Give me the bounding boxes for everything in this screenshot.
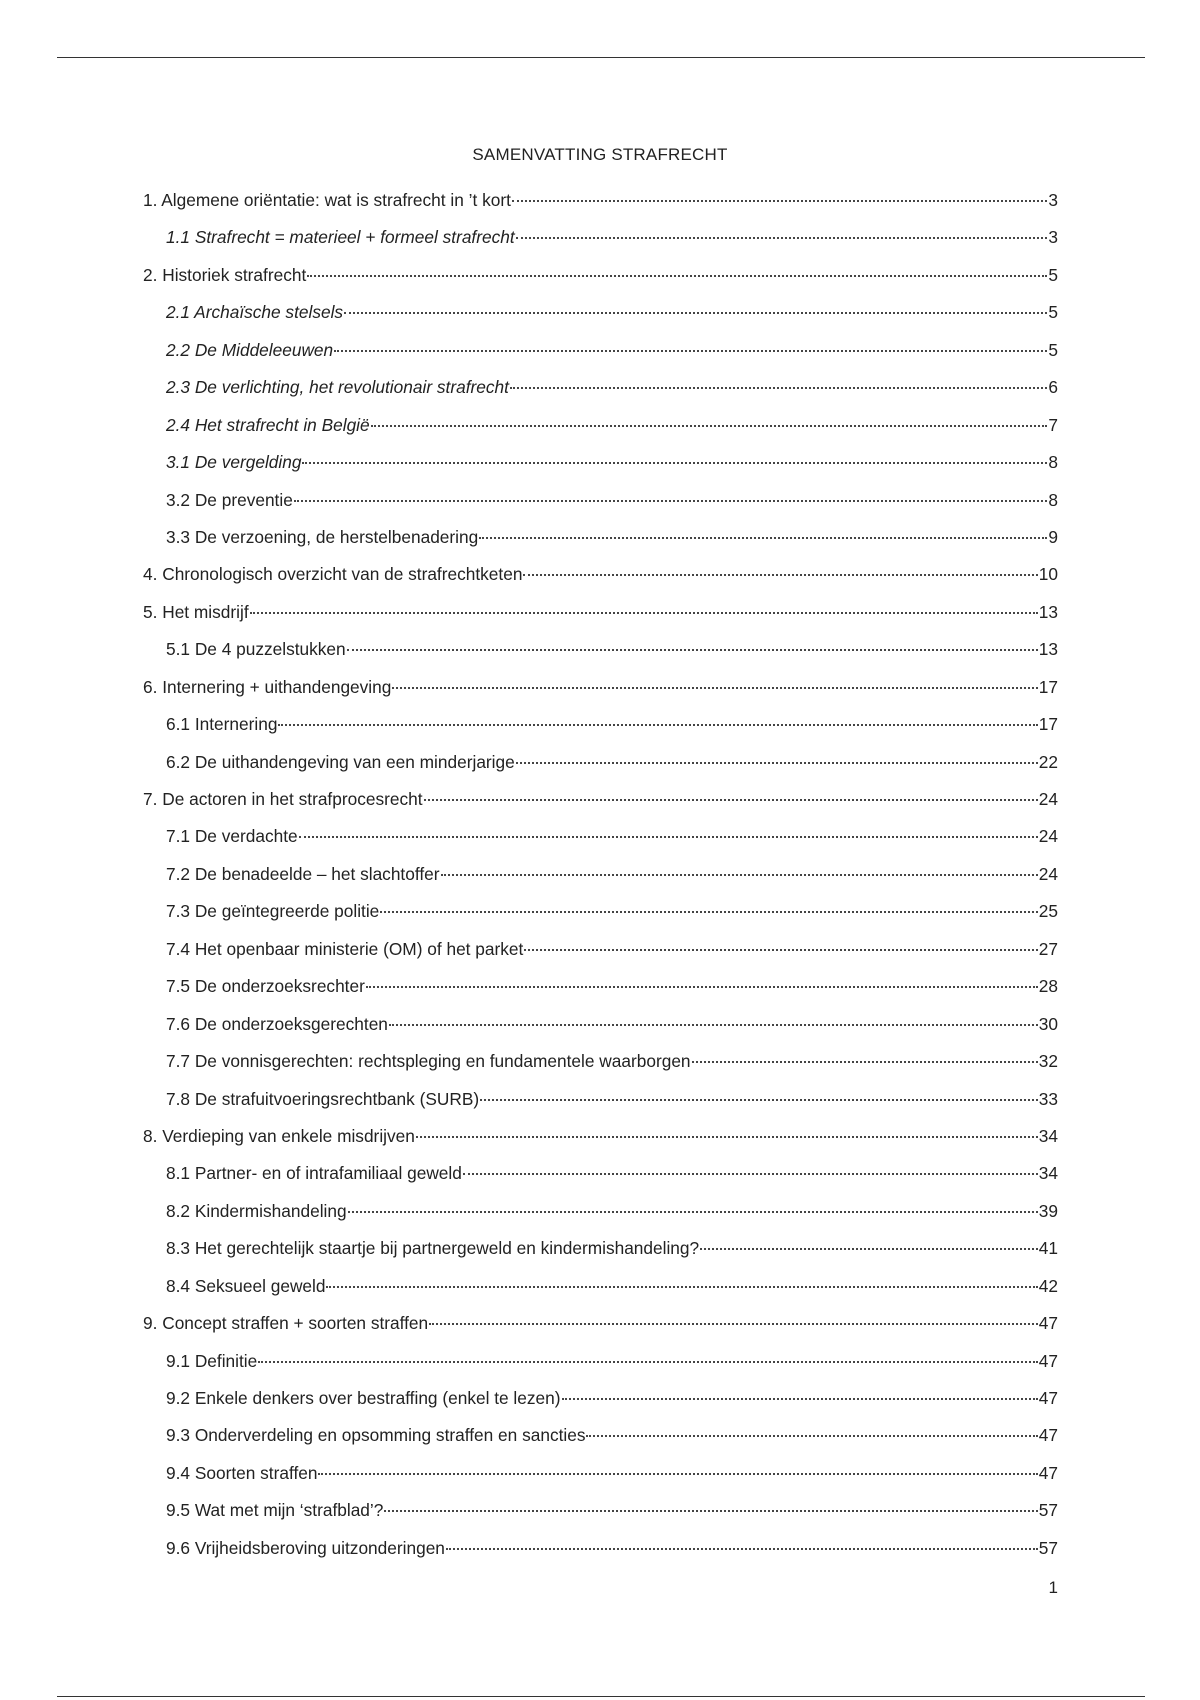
toc-entry-page: 6 [1048, 377, 1058, 398]
toc-entry-page: 39 [1038, 1200, 1058, 1221]
toc-dot-leader [371, 425, 1048, 427]
toc-entry-page: 7 [1048, 414, 1058, 435]
toc-entry[interactable] [143, 1155, 1058, 1192]
toc-entry-page: 13 [1038, 639, 1058, 660]
toc-entry-page: 42 [1038, 1275, 1058, 1296]
toc-entry-page: 41 [1038, 1238, 1058, 1259]
toc-dot-leader [424, 799, 1038, 801]
toc-dot-leader [334, 350, 1047, 352]
toc-dot-leader [347, 649, 1038, 651]
header-rule [57, 57, 1145, 58]
toc-entry-page: 10 [1038, 564, 1058, 585]
toc-dot-leader [278, 724, 1037, 726]
toc-dot-leader [380, 911, 1037, 913]
toc-entry-page: 17 [1038, 714, 1058, 735]
toc-entry-title: 8.2 Kindermishandeling [166, 1200, 347, 1221]
toc-entry-title: 8.3 Het gerechtelijk staartje bij partnergeweld en kindermishandeling? [166, 1238, 700, 1259]
toc-entry-title: 9. Concept straffen + soorten straffen [143, 1313, 429, 1334]
toc-entry-title: 8. Verdieping van enkele misdrijven [143, 1125, 415, 1146]
toc-entry-title: 8.4 Seksueel geweld [166, 1275, 326, 1296]
toc-entry-page: 5 [1048, 264, 1058, 285]
toc-entry[interactable] [143, 519, 1058, 556]
toc-entry-page: 3 [1048, 190, 1058, 210]
toc-entry[interactable] [143, 1193, 1058, 1230]
toc-entry-page: 24 [1038, 789, 1058, 809]
toc-entry-page: 22 [1038, 751, 1058, 772]
toc-entry[interactable] [143, 1492, 1058, 1529]
toc-dot-leader [510, 387, 1047, 389]
toc-entry-page: 9 [1048, 526, 1058, 547]
toc-entry-title: 7. De actoren in het strafprocesrecht [143, 789, 423, 809]
toc-entry[interactable] [143, 1305, 1058, 1342]
toc-dot-leader [441, 874, 1038, 876]
toc-entry-title: 9.1 Definitie [166, 1350, 258, 1371]
toc-entry-title: 7.8 De strafuitvoeringsrechtbank (SURB) [166, 1088, 480, 1109]
toc-entry-page: 25 [1038, 901, 1058, 922]
toc-dot-leader [307, 275, 1047, 277]
toc-dot-leader [348, 1211, 1038, 1213]
toc-entry-page: 47 [1038, 1313, 1058, 1334]
toc-dot-leader [516, 237, 1048, 239]
toc-entry-title: 1. Algemene oriëntatie: wat is strafrecht in ’t kort [143, 190, 511, 210]
toc-entry[interactable] [143, 931, 1058, 968]
toc-entry-page: 47 [1038, 1388, 1058, 1408]
toc-entry[interactable] [143, 781, 1058, 818]
toc-dot-leader [384, 1510, 1037, 1512]
toc-dot-leader [389, 1024, 1038, 1026]
toc-entry[interactable] [143, 482, 1058, 519]
toc-entry-page: 5 [1048, 339, 1058, 360]
toc-entry[interactable] [143, 968, 1058, 1005]
toc-entry-title: 3.1 De vergelding [166, 452, 302, 473]
toc-entry-title: 2.1 Archaïsche stelsels [166, 302, 344, 323]
toc-entry-title: 7.3 De geïntegreerde politie [166, 901, 380, 922]
toc-entry-page: 30 [1038, 1013, 1058, 1034]
toc-entry-title: 3.2 De preventie [166, 489, 293, 510]
toc-entry-page: 57 [1038, 1500, 1058, 1521]
toc-entry-page: 5 [1048, 302, 1058, 323]
toc-entry-title: 6.1 Internering [166, 714, 278, 735]
toc-entry[interactable] [143, 744, 1058, 781]
toc-entry[interactable] [143, 332, 1058, 369]
toc-entry-page: 34 [1038, 1163, 1058, 1184]
toc-entry-title: 7.1 De verdachte [166, 826, 298, 847]
toc-entry[interactable] [143, 669, 1058, 706]
toc-entry-title: 7.5 De onderzoeksrechter [166, 976, 365, 997]
toc-dot-leader [294, 500, 1048, 502]
toc-entry-title: 5. Het misdrijf [143, 601, 249, 622]
toc-entry-page: 33 [1038, 1088, 1058, 1109]
toc-entry-title: 2.3 De verlichting, het revolutionair strafrecht [166, 377, 509, 398]
toc-entry-title: 7.7 De vonnisgerechten: rechtspleging en fundamentele waarborgen [166, 1051, 691, 1072]
toc-entry-title: 3.3 De verzoening, de herstelbenadering [166, 526, 479, 547]
toc-dot-leader [586, 1435, 1037, 1437]
toc-dot-leader [524, 949, 1037, 951]
toc-entry[interactable] [143, 369, 1058, 406]
toc-dot-leader [250, 612, 1038, 614]
toc-entry-page: 28 [1038, 976, 1058, 997]
toc-dot-leader [463, 1173, 1038, 1175]
toc-entry-title: 4. Chronologisch overzicht van de strafrechtketen [143, 564, 523, 585]
toc-dot-leader [366, 986, 1038, 988]
footer-rule [57, 1696, 1145, 1697]
toc-entry-title: 6. Internering + uithandengeving [143, 676, 392, 697]
toc-dot-leader [392, 687, 1037, 689]
toc-entry[interactable] [143, 257, 1058, 294]
toc-entry[interactable] [143, 556, 1058, 593]
toc-dot-leader [344, 312, 1047, 314]
toc-dot-leader [700, 1248, 1038, 1250]
toc-entry[interactable] [143, 631, 1058, 668]
toc-dot-leader [523, 574, 1037, 576]
toc-dot-leader [326, 1286, 1037, 1288]
toc-dot-leader [416, 1136, 1038, 1138]
table-of-contents [143, 182, 1058, 1567]
toc-entry[interactable] [143, 1230, 1058, 1267]
toc-entry-page: 17 [1038, 676, 1058, 697]
toc-entry[interactable] [143, 893, 1058, 930]
toc-dot-leader [516, 762, 1038, 764]
toc-entry[interactable] [143, 1530, 1058, 1567]
toc-entry[interactable] [143, 1455, 1058, 1492]
toc-entry-title: 2.2 De Middeleeuwen [166, 339, 334, 360]
toc-entry-title: 2. Historiek strafrecht [143, 264, 307, 285]
toc-entry[interactable] [143, 594, 1058, 631]
toc-dot-leader [446, 1548, 1038, 1550]
toc-entry[interactable] [143, 1006, 1058, 1043]
toc-entry-page: 34 [1038, 1125, 1058, 1146]
toc-entry-page: 24 [1038, 826, 1058, 847]
toc-entry-title: 9.5 Wat met mijn ‘strafblad’? [166, 1500, 384, 1521]
toc-entry-title: 9.2 Enkele denkers over bestraffing (enkel te lezen) [166, 1388, 561, 1408]
toc-dot-leader [299, 836, 1038, 838]
toc-dot-leader [480, 1099, 1038, 1101]
toc-entry[interactable] [143, 182, 1058, 219]
toc-entry-page: 24 [1038, 863, 1058, 884]
toc-dot-leader [429, 1323, 1038, 1325]
toc-dot-leader [512, 200, 1047, 202]
document-title: SAMENVATTING STRAFRECHT [472, 145, 728, 164]
toc-entry[interactable] [143, 1343, 1058, 1380]
toc-entry[interactable] [143, 706, 1058, 743]
toc-entry-title: 2.4 Het strafrecht in België [166, 414, 370, 435]
toc-entry-title: 7.6 De onderzoeksgerechten [166, 1013, 388, 1034]
toc-entry-page: 47 [1038, 1425, 1058, 1446]
toc-dot-leader [258, 1361, 1038, 1363]
toc-entry-page: 8 [1048, 452, 1058, 473]
toc-entry[interactable] [143, 1380, 1058, 1417]
toc-entry-title: 7.2 De benadeelde – het slachtoffer [166, 863, 440, 884]
toc-entry[interactable] [143, 1268, 1058, 1305]
toc-entry-page: 13 [1038, 601, 1058, 622]
toc-entry-title: 1.1 Strafrecht = materieel + formeel strafrecht [166, 227, 515, 248]
toc-entry[interactable] [143, 1118, 1058, 1155]
toc-entry[interactable] [143, 1043, 1058, 1080]
toc-entry[interactable] [143, 1081, 1058, 1118]
toc-entry[interactable] [143, 1417, 1058, 1454]
toc-dot-leader [562, 1398, 1038, 1400]
toc-entry[interactable] [143, 407, 1058, 444]
toc-entry[interactable] [143, 444, 1058, 481]
toc-entry-title: 8.1 Partner- en of intrafamiliaal geweld [166, 1163, 462, 1184]
toc-entry-page: 32 [1038, 1051, 1058, 1072]
toc-entry-page: 47 [1038, 1462, 1058, 1483]
toc-dot-leader [318, 1473, 1037, 1475]
toc-entry-title: 9.6 Vrijheidsberoving uitzonderingen [166, 1537, 445, 1558]
toc-entry-page: 47 [1038, 1350, 1058, 1371]
toc-entry-page: 27 [1038, 938, 1058, 959]
toc-dot-leader [302, 462, 1047, 464]
toc-entry-title: 9.4 Soorten straffen [166, 1462, 318, 1483]
toc-entry[interactable] [143, 294, 1058, 331]
toc-entry-page: 8 [1048, 489, 1058, 510]
page-number: 1 [1048, 1578, 1058, 1597]
toc-entry-title: 5.1 De 4 puzzelstukken [166, 639, 346, 660]
toc-entry-page: 57 [1038, 1537, 1058, 1558]
toc-entry-title: 7.4 Het openbaar ministerie (OM) of het parket [166, 938, 524, 959]
toc-entry-page: 3 [1048, 227, 1058, 248]
toc-entry-title: 6.2 De uithandengeving van een minderjarige [166, 751, 515, 772]
toc-entry[interactable] [143, 219, 1058, 256]
toc-dot-leader [692, 1061, 1038, 1063]
toc-entry[interactable] [143, 818, 1058, 855]
toc-entry[interactable] [143, 856, 1058, 893]
toc-dot-leader [479, 537, 1047, 539]
toc-entry-title: 9.3 Onderverdeling en opsomming straffen en sancties [166, 1425, 586, 1446]
